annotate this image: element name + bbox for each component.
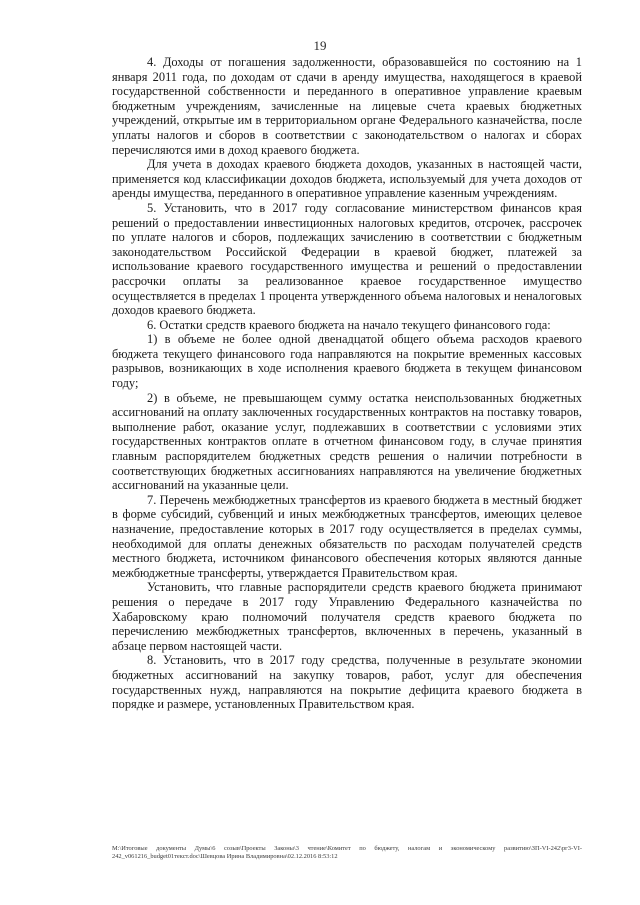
page-number: 19 — [313, 38, 327, 53]
paragraph-4-note: Для учета в доходах краевого бюджета доходов, указанных в настоящей части, применяется код классификации доходов бюджета, используемый для учета доходов от аренды имущества, переданного в оперативное управление казенным учреждениям. — [112, 157, 582, 201]
document-body — [112, 55, 582, 712]
paragraph-8: 8. Установить, что в 2017 году средства, полученные в результате экономии бюджетных ассигнований на закупку товаров, работ, услуг для обеспечения государственных нужд, направляются на покрытие дефицита краевого бюджета в порядке и размере, установленных Правительством края. — [112, 653, 582, 712]
paragraph-4: 4. Доходы от погашения задолженности, образовавшейся по состоянию на 1 января 2011 года, по доходам от сдачи в аренду имущества, находящегося в краевой государственной собственности и переданного в оперативное управление краевым бюджетным учреждениям, зачисленные на лицевые счета краевых бюджетных учреждений, открытые им в территориальном органе Федерального казначейства, после уплаты налогов и сборов в соответствии с законодательством о налогах и сборах перечисляются ими в доход краевого бюджета. — [112, 55, 582, 157]
paragraph-6-item-1: 1) в объеме не более одной двенадцатой общего объема расходов краевого бюджета текущего финансового года направляются на покрытие временных кассовых разрывов, возникающих в ходе исполнения краевого бюджета в текущем финансовом году; — [112, 332, 582, 391]
paragraph-5: 5. Установить, что в 2017 году согласование министерством финансов края решений о предоставлении инвестиционных налоговых кредитов, отсрочек, рассрочек по уплате налогов и сборов, подлежащих зачислению в соответствии с бюджетным законодательством Российской Федерации в краевой бюджет, платежей за использование краевого государственного имущества и решений о предоставлении рассрочки оплаты за реализованное краевое государственное имущество осуществляется в пределах 1 процента утвержденного объема налоговых и неналоговых доходов краевого бюджета. — [112, 200, 582, 318]
paragraph-6: 6. Остатки средств краевого бюджета на начало текущего финансового года: — [147, 317, 551, 332]
paragraph-6-item-2: 2) в объеме, не превышающем сумму остатка неиспользованных бюджетных ассигнований на оплату заключенных государственных контрактов на поставку товаров, выполнение работ, оказание услуг, подлежавших в соответствии с условиями этих государственных контрактов оплате в отчетном финансовом году, в случае принятия главным распорядителем бюджетных средств решения о наличии потребности в соответствующих бюджетных ассигнованиях направляются на увеличение бюджетных ассигнований на указанные цели. — [112, 390, 582, 493]
file-path-footer: М:\Итоговые документы Думы\6 созыв\Проекты Законы\3 чтение\Комитет по бюджету, налогам и экономическому развитию\ЗП-VI-242\рг3-VI-242_v061216_budget01текст.doc\Шевцова Ирина Владимировна\02.12.2016 8:53:12 — [112, 845, 582, 860]
paragraph-7-note: Установить, что главные распорядители средств краевого бюджета принимают решения о передаче в 2017 году Управлению Федерального казначейства по Хабаровскому краю полномочий получателя средств краевого бюджета по перечислению межбюджетных трансфертов, включенных в перечень, указанный в абзаце первом настоящей части. — [112, 580, 582, 653]
paragraph-7: 7. Перечень межбюджетных трансфертов из краевого бюджета в местный бюджет в форме субсидий, субвенций и иных межбюджетных трансфертов, имеющих целевое назначение, предоставление которых в 2017 году осуществляется в пределах суммы, необходимой для оплаты денежных обязательств по расходам получателей средств местного бюджета, источником финансового обеспечения которых являются данные межбюджетные трансферты, утверждается Правительством края. — [112, 492, 582, 580]
